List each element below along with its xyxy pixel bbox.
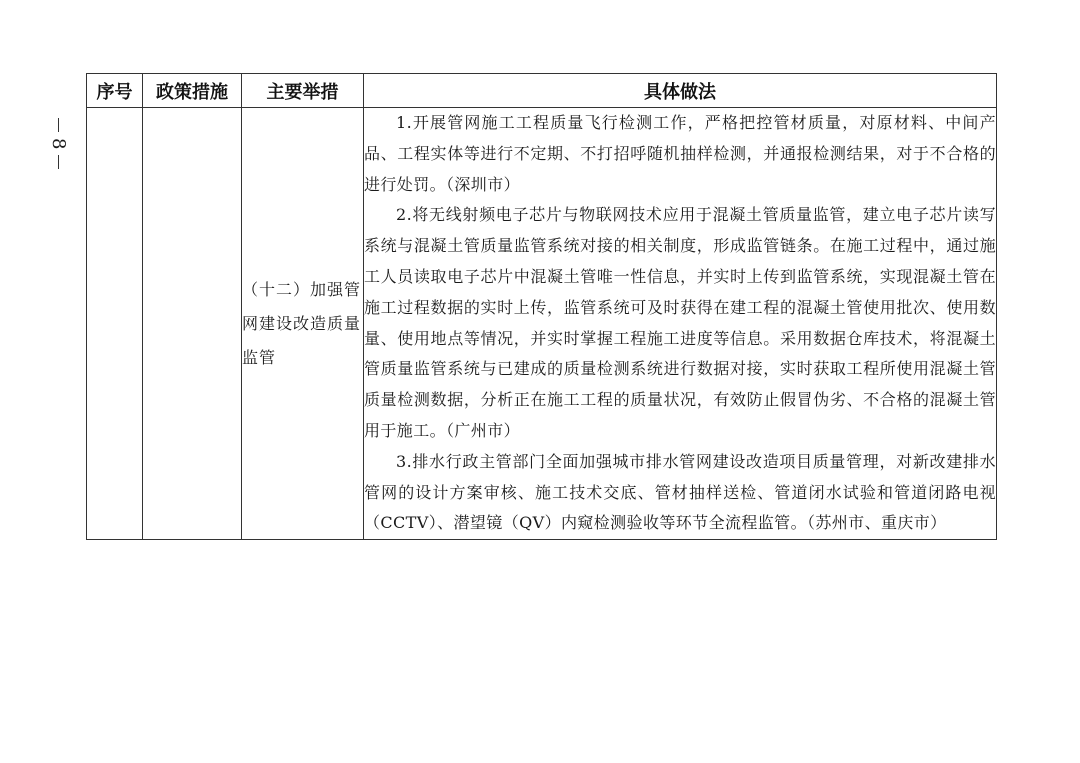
detail-paragraph-1: 1.开展管网施工工程质量飞行检测工作，严格把控管材质量，对原材料、中间产品、工程实体等进行不定期、不打招呼随机抽样检测，并通报检测结果，对于不合格的进行处罚。（深圳市） bbox=[364, 113, 996, 194]
page-number-dash-bottom bbox=[58, 155, 59, 169]
cell-main-measure: （十二）加强管网建设改造质量监管 bbox=[242, 108, 364, 540]
table-row bbox=[87, 108, 997, 540]
cell-policy bbox=[143, 108, 242, 540]
header-serial: 序号 bbox=[87, 74, 143, 108]
page-number-value: 8 bbox=[48, 138, 69, 150]
policy-table bbox=[86, 73, 997, 540]
header-details: 具体做法 bbox=[364, 74, 997, 108]
table-header-row bbox=[87, 74, 997, 108]
cell-details bbox=[364, 108, 997, 540]
header-main-measure: 主要举措 bbox=[242, 74, 364, 108]
header-policy: 政策措施 bbox=[143, 74, 242, 108]
cell-serial bbox=[87, 108, 143, 540]
page-number bbox=[46, 118, 70, 188]
detail-paragraph-2: 2.将无线射频电子芯片与物联网技术应用于混凝土管质量监管，建立电子芯片读写系统与混凝土管质量监管系统对接的相关制度，形成监管链条。在施工过程中，通过施工人员读取电子芯片中混凝土管唯一性信息，并实时上传到监管系统，实现混凝土管在施工过程数据的实时上传，监管系统可及时获得在建工程的混凝土管使用批次、使用数量、使用地点等情况，并实时掌握工程施工进度等信息。采用数据仓库技术，将混凝土管质量监管系统与已建成的质量检测系统进行数据对接，实时获取工程所使用混凝土管质量检测数据，分析正在施工工程的质量状况，有效防止假冒伪劣、不合格的混凝土管用于施工。（广州市） bbox=[364, 205, 996, 440]
page-number-dash-top bbox=[58, 118, 59, 132]
detail-paragraph-3: 3.排水行政主管部门全面加强城市排水管网建设改造项目质量管理，对新改建排水管网的设计方案审核、施工技术交底、管材抽样送检、管道闭水试验和管道闭路电视（CCTV）、潜望镜（QV）内窥检测验收等环节全流程监管。（苏州市、重庆市） bbox=[364, 451, 996, 533]
